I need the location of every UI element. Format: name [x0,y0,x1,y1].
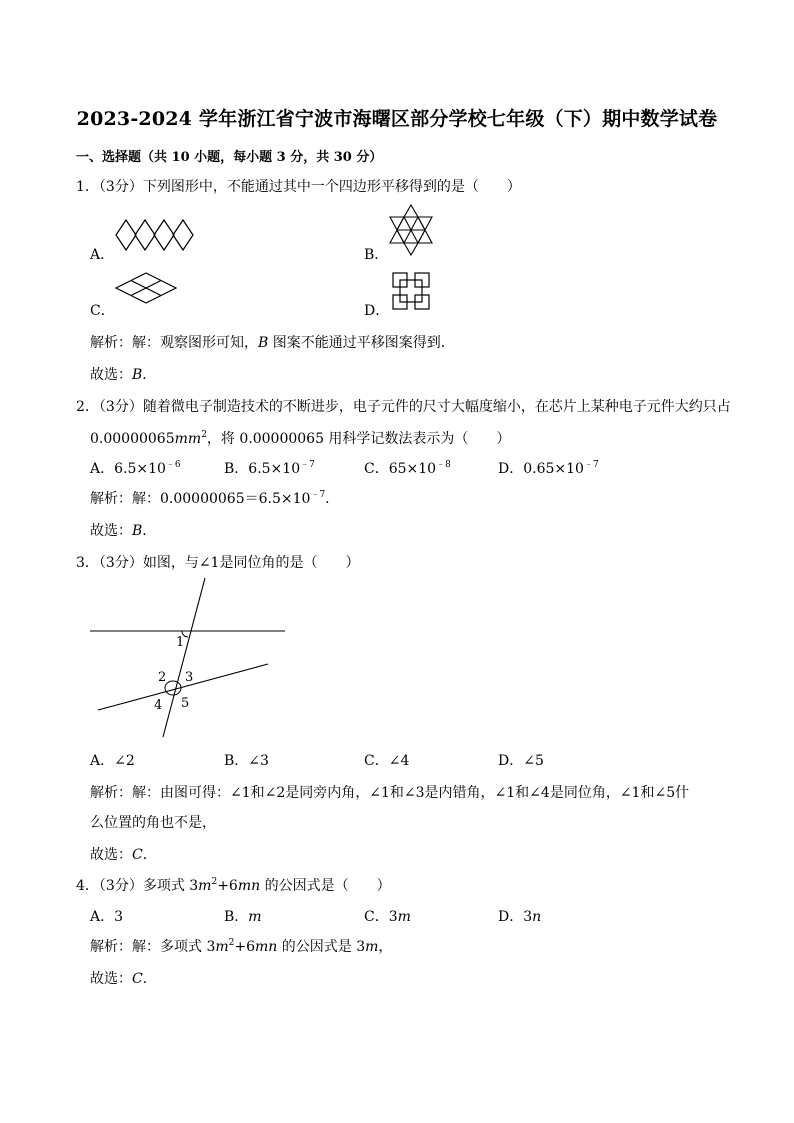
q1-option-b: B． [364,247,389,263]
q2-analysis-text: 解析：解：0.00000065＝6.5×10 [90,491,311,507]
q1-answer-end: ． [142,367,157,383]
q4-option-b [224,906,262,926]
q4-analysis [90,936,392,956]
q4-option-d [498,906,541,926]
q4-answer-label: 故选： [90,971,132,987]
q3-answer-label: 故选： [90,847,132,863]
q4-stem-var-m: m [198,878,212,894]
q2-unit-exp: 2 [201,430,207,440]
q1-stem: 1．（3分）下列图形中，不能通过其中一个四边形平移得到的是（ ） [76,179,521,195]
q3-label-4: 4 [154,698,163,713]
q1-figure-c [116,272,178,304]
q3-option-a: A．∠2 [90,753,135,769]
q2-answer-end: ． [142,523,157,539]
q2-unit: mm [174,431,202,447]
q2-answer-value: B [132,523,143,539]
q2-stem: 2．（3分）随着微电子制造技术的不断进步，电子元件的尺寸大幅度缩小，在芯片上某种电子元件大约只占 [76,399,731,415]
q4-answer-end: ． [142,971,157,987]
q4-analysis-end: ， [378,939,393,955]
section-heading: 一、选择题（共 10 小题，每小题 3 分，共 30 分） [76,150,383,165]
q1-answer [90,364,156,384]
q2-c-base: C．65×10 [364,461,437,477]
q2-b-base: B．6.5×10 [224,461,301,477]
q3-answer [90,844,157,864]
q3-stem: 3．（3分）如图，与∠1是同位角的是（ ） [76,555,360,571]
q4-stem-plus: +6 [217,878,238,894]
q4-c-label: C．3 [364,909,398,925]
q2-answer [90,520,156,540]
q3-analysis-line2: 么位置的角也不是， [90,815,216,831]
q3-label-3: 3 [185,670,194,685]
q1-analysis-var: B [258,335,269,351]
q3-option-d: D．∠5 [498,753,544,769]
q4-b-var: m [248,909,262,925]
q1-option-d: D． [364,303,390,319]
q3-answer-value: C [132,847,143,863]
q3-option-b: B．∠3 [224,753,269,769]
q1-analysis [90,332,455,352]
q4-analysis-exp: 2 [228,938,235,948]
q1-option-c: C． [90,303,115,319]
q4-answer [90,968,157,988]
q2-option-c [364,458,451,478]
q1-figure-a [116,218,194,252]
q4-b-label: B． [224,909,249,925]
q4-option-a: A．3 [90,909,124,925]
q2-answer-label: 故选： [90,523,132,539]
q2-a-base: A．6.5×10 [90,461,166,477]
q2-number: 0.00000065 [90,431,175,447]
q1-answer-label: 故选： [90,367,132,383]
q2-d-exp: ﹣7 [583,460,599,470]
q2-analysis-exp: ﹣7 [310,490,326,500]
q1-figure-d [392,272,430,310]
q4-analysis-var-mn: mn [255,939,278,955]
q4-c-var: m [397,909,411,925]
q2-b-exp: ﹣7 [300,460,315,470]
q2-stem-line2 [90,428,510,448]
q3-option-c: C．∠4 [364,753,410,769]
q2-a-exp: ﹣6 [165,460,181,470]
q4-analysis-plus: +6 [234,939,256,955]
q3-label-2: 2 [158,670,167,685]
q4-stem-var-mn: mn [237,878,261,894]
q4-d-var: n [532,909,542,925]
q4-analysis-var-m: m [215,939,229,955]
q4-stem [76,875,391,895]
q3-figure [84,574,294,746]
q1-option-a: A． [90,247,115,263]
q3-label-1: 1 [176,635,185,650]
q1-figure-b [388,205,434,255]
q4-stem-exp: 2 [211,877,218,887]
q2-option-b [224,458,315,478]
q2-stem-rest: ，将 0.00000065 用科学记数法表示为（ ） [206,431,511,447]
q3-analysis-line1: 解析：解：由图可得：∠1和∠2是同旁内角，∠1和∠3是内错角，∠1和∠4是同位角，∠1和∠5什 [90,785,690,801]
q4-answer-value: C [132,971,143,987]
q1-analysis-text: 解析：解：观察图形可知， [90,335,258,351]
q1-answer-value: B [132,367,143,383]
q3-transversal [163,578,205,737]
q2-option-a [90,458,181,478]
q1-analysis-text-2: 图案不能通过平移图案得到． [268,335,455,351]
q2-c-exp: ﹣8 [436,460,451,470]
q3-answer-end: ． [142,847,157,863]
page-title: 2023-2024 学年浙江省宁波市海曙区部分学校七年级（下）期中数学试卷 [76,108,718,130]
q4-option-c [364,906,411,926]
q2-d-base: D．0.65×10 [498,461,584,477]
q4-analysis-text: 解析：解：多项式 3 [90,939,216,955]
q4-d-label: D．3 [498,909,533,925]
q3-label-5: 5 [181,696,190,711]
q2-analysis [90,488,339,508]
q2-analysis-end: ． [325,491,340,507]
q4-analysis-var-m2: m [365,939,379,955]
q2-option-d [498,458,599,478]
q4-stem-end: 的公因式是（ ） [260,878,391,894]
q4-analysis-text-2: 的公因式是 3 [277,939,366,955]
q4-stem-text: 4．（3分）多项式 3 [76,878,199,894]
